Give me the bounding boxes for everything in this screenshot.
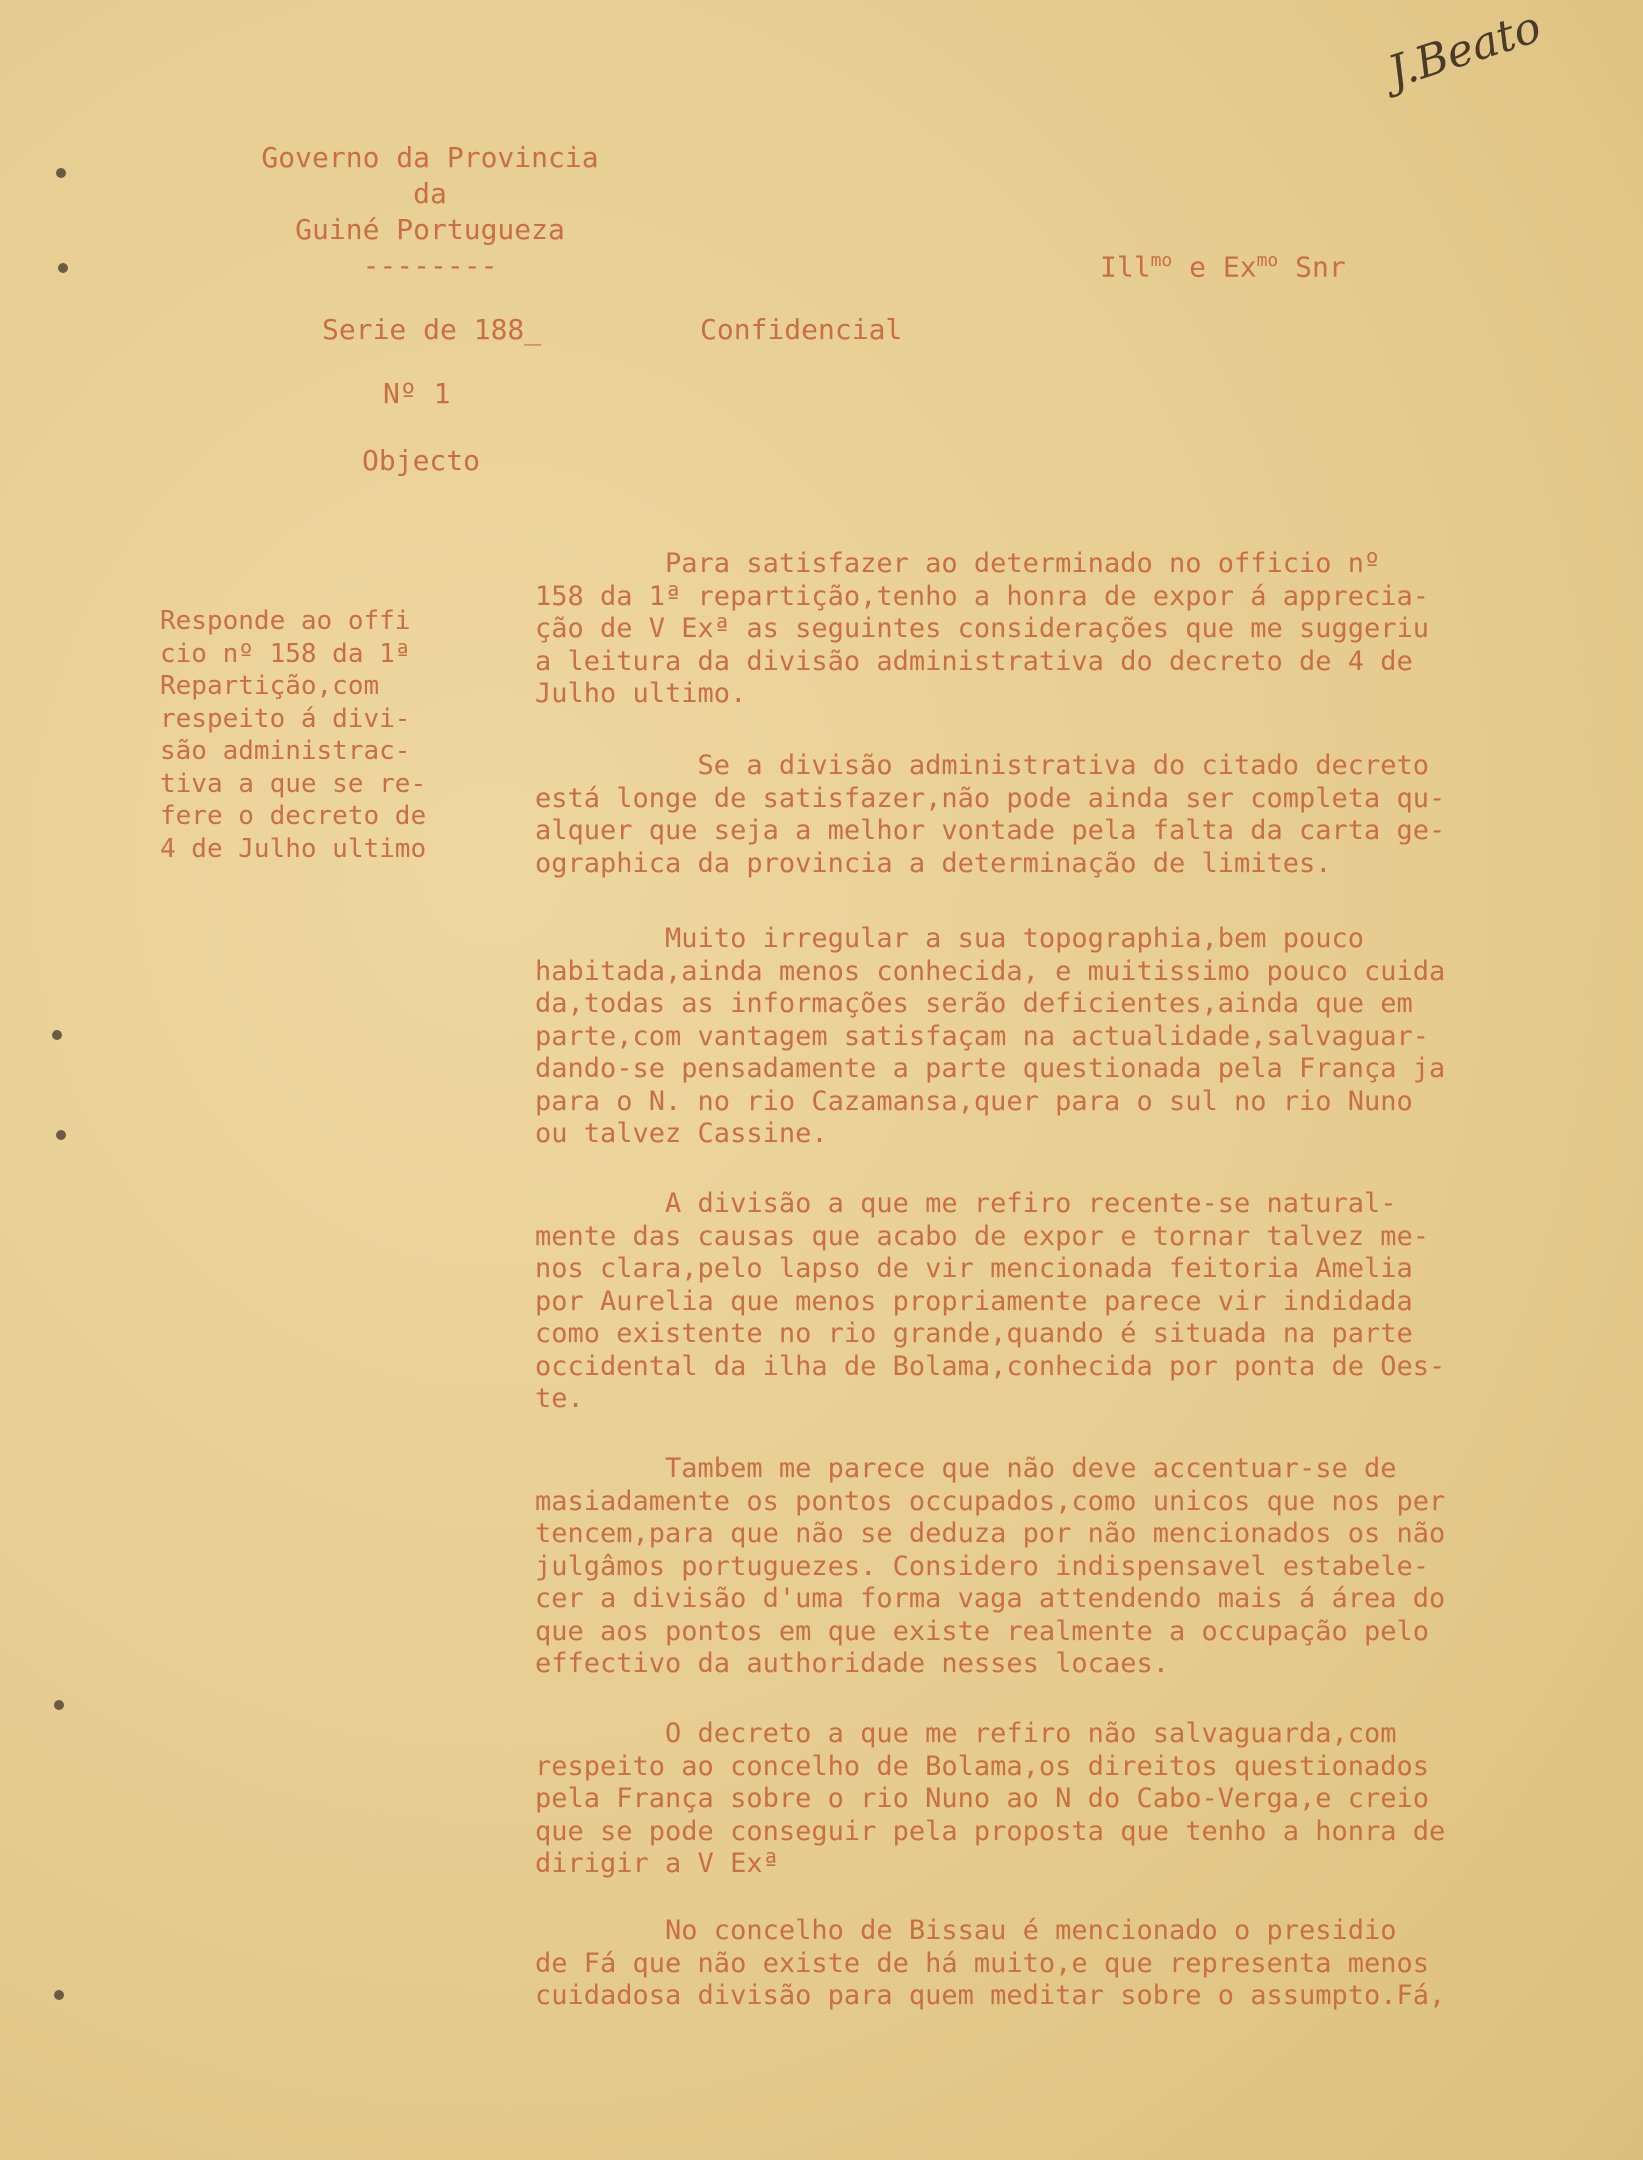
objecto-label: Objecto bbox=[362, 444, 481, 477]
punch-hole-icon bbox=[56, 168, 66, 178]
body-line: Tambem me parece que não deve accentuar-se de bbox=[535, 1453, 1397, 1484]
body-line: como existente no rio grande,quando é situada na parte bbox=[535, 1318, 1413, 1349]
body-line: parte,com vantagem satisfaçam na actualidade,salvaguar- bbox=[535, 1020, 1430, 1052]
summary-line: Repartição,com bbox=[160, 671, 380, 701]
body-line: dirigir a V Exª bbox=[535, 1848, 779, 1879]
punch-hole-icon bbox=[54, 1990, 64, 2000]
body-line: de Fá que não existe de há muito,e que representa menos bbox=[535, 1947, 1430, 1979]
body-line: a leitura da divisão administrativa do decreto de 4 de bbox=[535, 645, 1413, 677]
body-line: pela França sobre o rio Nuno ao N do Cabo-Verga,e creio bbox=[535, 1783, 1430, 1814]
salutation bbox=[1100, 250, 1346, 283]
body-line: masiadamente os pontos occupados,como unicos que nos per bbox=[535, 1485, 1446, 1517]
margin-summary bbox=[160, 605, 500, 865]
salutation-sup: mo bbox=[1150, 250, 1173, 271]
body-line: julgâmos portuguezes. Considero indispensavel estabele- bbox=[535, 1550, 1430, 1582]
summary-line: Responde ao offi bbox=[160, 606, 411, 636]
paragraph bbox=[535, 923, 1635, 1151]
body-line: ographica da provincia a determinação de limites. bbox=[535, 847, 1332, 879]
salutation-text: Ill bbox=[1100, 250, 1151, 284]
body-line: Muito irregular a sua topographia,bem pouco bbox=[535, 923, 1365, 954]
punch-hole-icon bbox=[54, 1700, 64, 1710]
paragraph bbox=[535, 1453, 1635, 1681]
body-line: para o N. no rio Cazamansa,quer para o sul no rio Nuno bbox=[535, 1085, 1413, 1117]
paragraph bbox=[535, 750, 1635, 880]
body-line: 158 da 1ª repartição,tenho a honra de expor á apprecia- bbox=[535, 580, 1430, 612]
body-line: nos clara,pelo lapso de vir mencionada feitoria Amelia bbox=[535, 1253, 1413, 1284]
summary-line: são administrac- bbox=[160, 736, 411, 766]
paragraph bbox=[535, 1188, 1635, 1416]
body-line: No concelho de Bissau é mencionado o presidio bbox=[535, 1915, 1397, 1946]
body-line: que aos pontos em que existe realmente a occupação pelo bbox=[535, 1615, 1430, 1647]
body-line: ou talvez Cassine. bbox=[535, 1118, 828, 1149]
body-line: O decreto a que me refiro não salvaguarda,com bbox=[535, 1718, 1397, 1749]
punch-hole-icon bbox=[56, 1130, 66, 1140]
summary-line: tiva a que se re- bbox=[160, 768, 427, 799]
salutation-text: Snr bbox=[1278, 250, 1346, 284]
summary-line: 4 de Julho ultimo bbox=[160, 833, 427, 864]
punch-hole-icon bbox=[58, 263, 68, 273]
body-line: cer a divisão d'uma forma vaga attendendo mais á área do bbox=[535, 1583, 1446, 1614]
body-line: ção de V Exª as seguintes considerações que me suggeriu bbox=[535, 613, 1430, 644]
document-number: Nº 1 bbox=[383, 377, 451, 410]
paragraph bbox=[535, 1718, 1635, 1881]
body-line: effectivo da authoridade nesses locaes. bbox=[535, 1648, 1169, 1679]
body-line: respeito ao concelho de Bolama,os direitos questionados bbox=[535, 1750, 1430, 1782]
body-line: está longe de satisfazer,não pode ainda ser completa qu- bbox=[535, 782, 1446, 814]
body-line: cuidadosa divisão para quem meditar sobre o assumpto.Fá, bbox=[535, 1980, 1446, 2011]
salutation-text: e Ex bbox=[1172, 250, 1257, 284]
summary-line: cio nº 158 da 1ª bbox=[160, 638, 411, 669]
body-line: por Aurelia que menos propriamente parece vir indidada bbox=[535, 1285, 1413, 1317]
summary-line: respeito á divi- bbox=[160, 703, 411, 734]
letterhead-line: Governo da Provincia bbox=[261, 141, 599, 174]
body-line: da,todas as informações serão deficientes,ainda que em bbox=[535, 988, 1413, 1019]
body-line: que se pode conseguir pela proposta que tenho a honra de bbox=[535, 1815, 1446, 1847]
body-line: alquer que seja a melhor vontade pela falta da carta ge- bbox=[535, 815, 1446, 846]
letterhead-line: Guiné Portugueza bbox=[295, 213, 565, 246]
classification-label: Confidencial bbox=[700, 313, 903, 346]
paragraph bbox=[535, 548, 1635, 711]
punch-hole-icon bbox=[52, 1030, 62, 1040]
body-line: habitada,ainda menos conhecida, e muitissimo pouco cuida bbox=[535, 955, 1446, 987]
paragraph bbox=[535, 1915, 1635, 2013]
body-line: Para satisfazer ao determinado no officio nº bbox=[535, 548, 1381, 579]
body-line: A divisão a que me refiro recente-se natural- bbox=[535, 1188, 1397, 1219]
body-line: Julho ultimo. bbox=[535, 678, 747, 709]
body-line: tencem,para que não se deduza por não mencionados os não bbox=[535, 1518, 1446, 1549]
signature: J.Beato bbox=[1382, 1, 1548, 99]
summary-line: fere o decreto de bbox=[160, 801, 427, 831]
letterhead-line: da bbox=[413, 177, 447, 210]
body-line: te. bbox=[535, 1383, 584, 1414]
body-line: Se a divisão administrativa do citado decreto bbox=[535, 750, 1430, 781]
serie-label: Serie de 188_ bbox=[322, 313, 542, 346]
body-line: occidental da ilha de Bolama,conhecida por ponta de Oes- bbox=[535, 1350, 1446, 1382]
body-line: dando-se pensadamente a parte questionada pela França ja bbox=[535, 1053, 1446, 1084]
letterhead bbox=[180, 140, 680, 284]
salutation-sup: mo bbox=[1256, 250, 1279, 271]
body-line: mente das causas que acabo de expor e tornar talvez me- bbox=[535, 1220, 1430, 1252]
letterhead-divider: -------- bbox=[362, 249, 498, 282]
